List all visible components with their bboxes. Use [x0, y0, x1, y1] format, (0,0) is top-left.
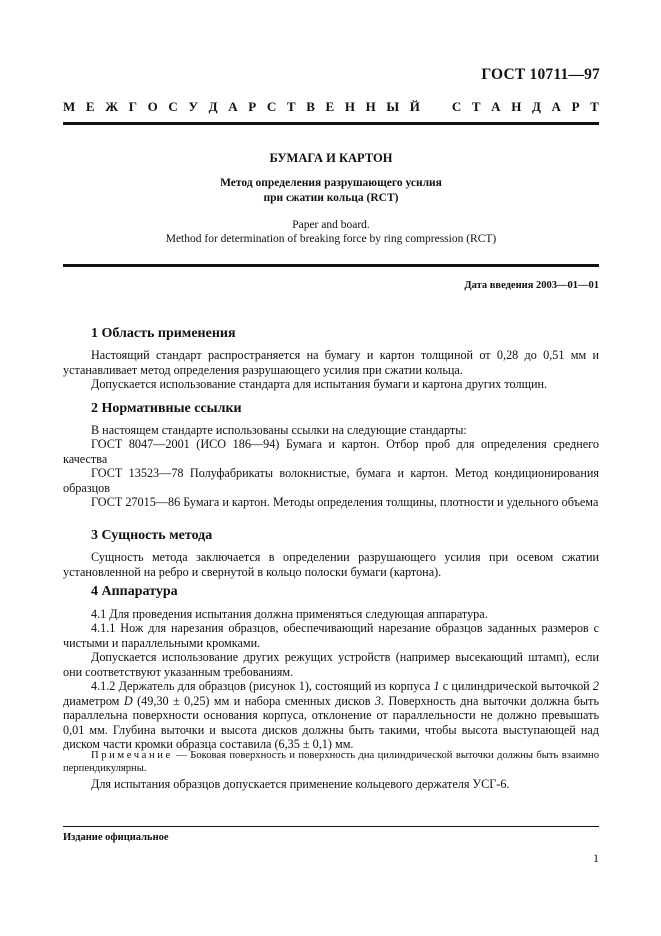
section-heading: 1 Область применения — [91, 326, 236, 341]
caption-letter: Н — [344, 99, 355, 114]
caption-letter: О — [147, 99, 158, 114]
caption-letter: С — [451, 99, 462, 114]
gost-number: ГОСТ 10711—97 — [481, 66, 600, 83]
caption-letter: Г — [128, 99, 138, 114]
paragraph: Для испытания образцов допускается применение кольцевого держателя УСГ-6. — [91, 777, 510, 791]
subtitle-line: при сжатии кольца (RCT) — [263, 192, 399, 204]
edition-note: Издание официальное — [63, 832, 169, 843]
caption-letter: Р — [248, 99, 257, 114]
caption-letter: Р — [571, 99, 580, 114]
caption-letter: Ж — [105, 99, 119, 114]
figure-ref-number: 1 — [433, 679, 440, 693]
caption-letter: А — [551, 99, 561, 114]
caption-letter: Д — [208, 99, 218, 114]
caption-letter: В — [306, 99, 315, 114]
paragraph: Сущность метода заключается в определении разрушающего усилия при осевом сжатии установленной на ребро и свернутой в кольцо полоски бумаги (картона). — [63, 550, 599, 579]
reference-item: ГОСТ 27015—86 Бумага и картон. Методы определения толщины, плотности и удельного объема — [91, 495, 599, 509]
caption-letter: Е — [85, 99, 95, 114]
section-heading: 4 Аппаратура — [91, 584, 178, 599]
document-title: БУМАГА И КАРТОН — [269, 151, 393, 165]
caption-letter: У — [188, 99, 198, 114]
note — [63, 749, 599, 775]
header-rule — [63, 122, 599, 125]
text-run: (49,30 ± 0,25) мм и набора сменных дисков — [132, 693, 375, 708]
caption-letter: Н — [365, 99, 376, 114]
subtitle-line: Метод определения разрушающего усилия — [220, 177, 442, 189]
introduction-date: Дата введения 2003—01—01 — [464, 280, 599, 291]
caption-letter: С — [168, 99, 178, 114]
section-heading: 3 Сущность метода — [91, 528, 213, 543]
caption-letter: А — [228, 99, 238, 114]
paragraph — [63, 679, 599, 752]
caption-letter: Е — [325, 99, 335, 114]
text-run: диаметром — [63, 693, 124, 708]
caption-letter: Н — [511, 99, 522, 114]
caption-letter: А — [491, 99, 501, 114]
footer-rule — [63, 826, 599, 827]
note-text: — Боковая поверхность и поверхность дна цилиндрической выточки должны быть взаимно перпендикулярны. — [63, 750, 599, 774]
caption-letter: Ы — [386, 99, 400, 114]
english-title — [63, 218, 599, 246]
text-run: 4.1.2 Держатель для образцов (рисунок 1), состоящий из корпуса — [91, 679, 434, 693]
english-title-line: Method for determination of breaking force by ring compression (RCT) — [165, 233, 497, 245]
paragraph: Допускается использование других режущих устройств (например высекающий штамп), если они соответствуют указанным требованиям. — [63, 650, 599, 679]
note-label: Примечание — [91, 750, 173, 761]
text-run: . Поверхность дна выточки должна быть параллельна поверхности основания корпуса, отклонение от параллельности не должно превышать 0,01 мм. Глубина выточки и высота дисков должны быть такими, чтобы высота выступающей над диском части кромки образца составила (6,35 ± 0,1) мм. — [63, 693, 599, 751]
section-heading: 2 Нормативные ссылки — [91, 401, 242, 416]
paragraph: Настоящий стандарт распространяется на бумагу и картон толщиной от 0,28 до 0,51 мм и устанавливает метод определения разрушающего усилия при сжатии кольца. — [63, 348, 599, 377]
caption-letter: Т — [590, 99, 599, 114]
page-number: 1 — [593, 851, 599, 865]
paragraph: В настоящем стандарте использованы ссылки на следующие стандарты: — [91, 423, 467, 437]
paragraph: 4.1.1 Нож для нарезания образцов, обеспечивающий нарезание образцов заданных размеров с чистыми и параллельными кромками. — [63, 621, 599, 650]
text-run: с цилиндрической выточкой — [439, 679, 593, 693]
caption-letter: Т — [286, 99, 296, 114]
paragraph: Допускается использование стандарта для испытания бумаги и картона других толщин. — [91, 377, 548, 391]
caption-letter: Д — [531, 99, 541, 114]
reference-item: ГОСТ 13523—78 Полуфабрикаты волокнистые, бумага и картон. Метод кондиционирования образцов — [63, 466, 599, 495]
title-rule — [63, 264, 599, 267]
figure-ref-number: 3 — [374, 693, 381, 708]
figure-ref-number: 2 — [592, 679, 600, 693]
diameter-symbol: D — [123, 693, 133, 708]
interstate-standard-caption — [63, 99, 599, 115]
caption-letter: Т — [471, 99, 481, 114]
caption-letter: Й — [409, 99, 420, 114]
english-title-line: Paper and board. — [292, 219, 370, 231]
reference-item: ГОСТ 8047—2001 (ИСО 186—94) Бумага и картон. Отбор проб для определения среднего качества — [63, 437, 599, 466]
caption-letter: С — [266, 99, 277, 114]
paragraph: 4.1 Для проведения испытания должна применяться следующая аппаратура. — [91, 607, 488, 621]
caption-letter: М — [63, 99, 76, 114]
document-subtitle — [63, 176, 599, 206]
